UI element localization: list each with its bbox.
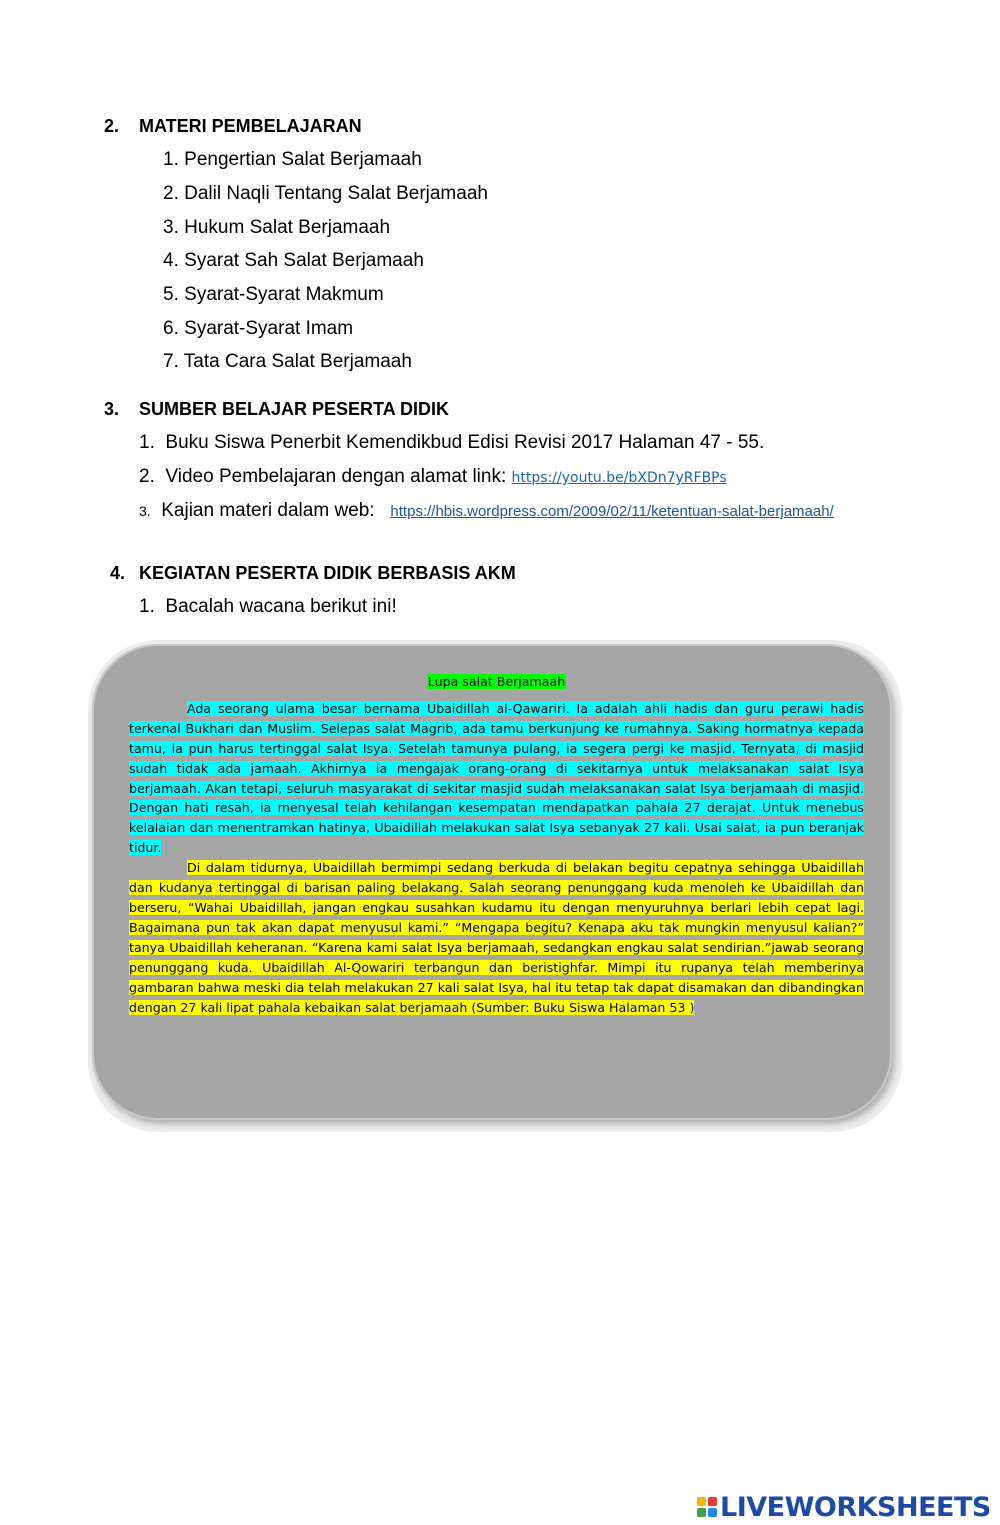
list-item: 2. Video Pembelajaran dengan alamat link: https://youtu.be/bXDn7yRFBPs	[139, 466, 727, 487]
list-item: 3. Kajian materi dalam web: https://hbis.wordpress.com/2009/02/11/ketentuan-salat-berjamaah/	[139, 500, 834, 521]
story-panel-frame	[88, 640, 902, 1132]
logo-square	[708, 1497, 717, 1506]
section-number: 3.	[104, 399, 120, 419]
list-item: 5. Syarat-Syarat Makmum	[163, 284, 384, 305]
video-link[interactable]: https://youtu.be/bXDn7yRFBPs	[511, 470, 727, 486]
story-title: Lupa salat Berjamaah	[427, 674, 566, 689]
story-paragraph-1: Ada seorang ulama besar bernama Ubaidillah al-Qawariri. Ia adalah ahli hadis dan guru perawi hadis terkenal Bukhari dan Muslim. Selepas salat Magrib, ada tamu berkunjung ke rumahnya. Saking hormatnya kepada tamu, ia pun harus tertinggal salat Isya. Setelah tamunya pulang, ia segera pergi ke masjid. Ternyata, di masjid sudah tidak ada jamaah. Akhirnya ia mengajak orang-orang di sekitarnya untuk melaksanakan salat Isya berjamaah. Akan tetapi, seluruh masyarakat di sekitar masjid sudah melaksanakan salat Isya berjamaah di masjid. Dengan hati resah, ia menyesal telah kehilangan kesempatan mendapatkan pahala 27 derajat. Untuk menebus kelalaian dan menentramkan hatinya, Ubaidillah melakukan salat Isya sebanyak 27 kali. Usai salat, ia pun beranjak tidur.	[129, 700, 864, 856]
list-item: 7. Tata Cara Salat Berjamaah	[163, 351, 412, 372]
list-item: 6. Syarat-Syarat Imam	[163, 318, 354, 339]
logo-text: LIVEWORKSHEETS	[720, 1491, 991, 1523]
liveworksheets-logo	[697, 1490, 991, 1524]
logo-mark-icon	[697, 1497, 717, 1517]
list-item: 1. Pengertian Salat Berjamaah	[163, 149, 422, 170]
section-number: 2.	[104, 116, 120, 136]
logo-square	[697, 1508, 706, 1517]
list-item: 3. Hukum Salat Berjamaah	[163, 217, 391, 238]
story-text	[129, 672, 864, 1017]
story-panel	[92, 644, 892, 1120]
story-paragraph-2: Di dalam tidurnya, Ubaidillah bermimpi sedang berkuda di belakan begitu cepatnya sehingga Ubaidillah dan kudanya tertinggal di barisan paling belakang. Salah seorang penunggang kuda menoleh ke Ubaidillah dan berseru, “Wahai Ubaidillah, jangan engkau susahkan kudamu itu dengan menyuruhnya berlari lebih cepat lagi. Bagaimana pun tak akan dapat menyusul kami.” “Mengapa begitu? Kenapa aku tak mungkin menyusul kalian?” tanya Ubaidillah keheranan. “Karena kami salat Isya berjamaah, sedangkan engkau salat sendirian.”jawab seorang penunggang kuda. Ubaidillah Al-Qowariri terbangun dan beristighfar. Mimpi itu rupanya telah memberinya gambaran bahwa meski dia telah melakukan 27 kali salat Isya, hal itu tetap tak dapat disamakan dan dibandingkan dengan 27 kali lipat pahala kebaikan salat berjamaah (Sumber: Buku Siswa Halaman 53 )	[129, 860, 864, 1015]
list-item: 1. Bacalah wacana berikut ini!	[139, 596, 397, 617]
section-number: 4.	[110, 563, 126, 583]
logo-square	[708, 1508, 717, 1517]
list-item: 1. Buku Siswa Penerbit Kemendikbud Edisi Revisi 2017 Halaman 47 - 55.	[139, 432, 765, 453]
logo-square	[697, 1497, 706, 1506]
list-item: 4. Syarat Sah Salat Berjamaah	[163, 250, 424, 271]
section-title: SUMBER BELAJAR PESERTA DIDIK	[139, 399, 450, 419]
section-title: KEGIATAN PESERTA DIDIK BERBASIS AKM	[139, 563, 516, 583]
list-item: 2. Dalil Naqli Tentang Salat Berjamaah	[163, 183, 488, 204]
web-link[interactable]: https://hbis.wordpress.com/2009/02/11/ketentuan-salat-berjamaah/	[390, 503, 834, 520]
section-title: MATERI PEMBELAJARAN	[139, 116, 362, 136]
